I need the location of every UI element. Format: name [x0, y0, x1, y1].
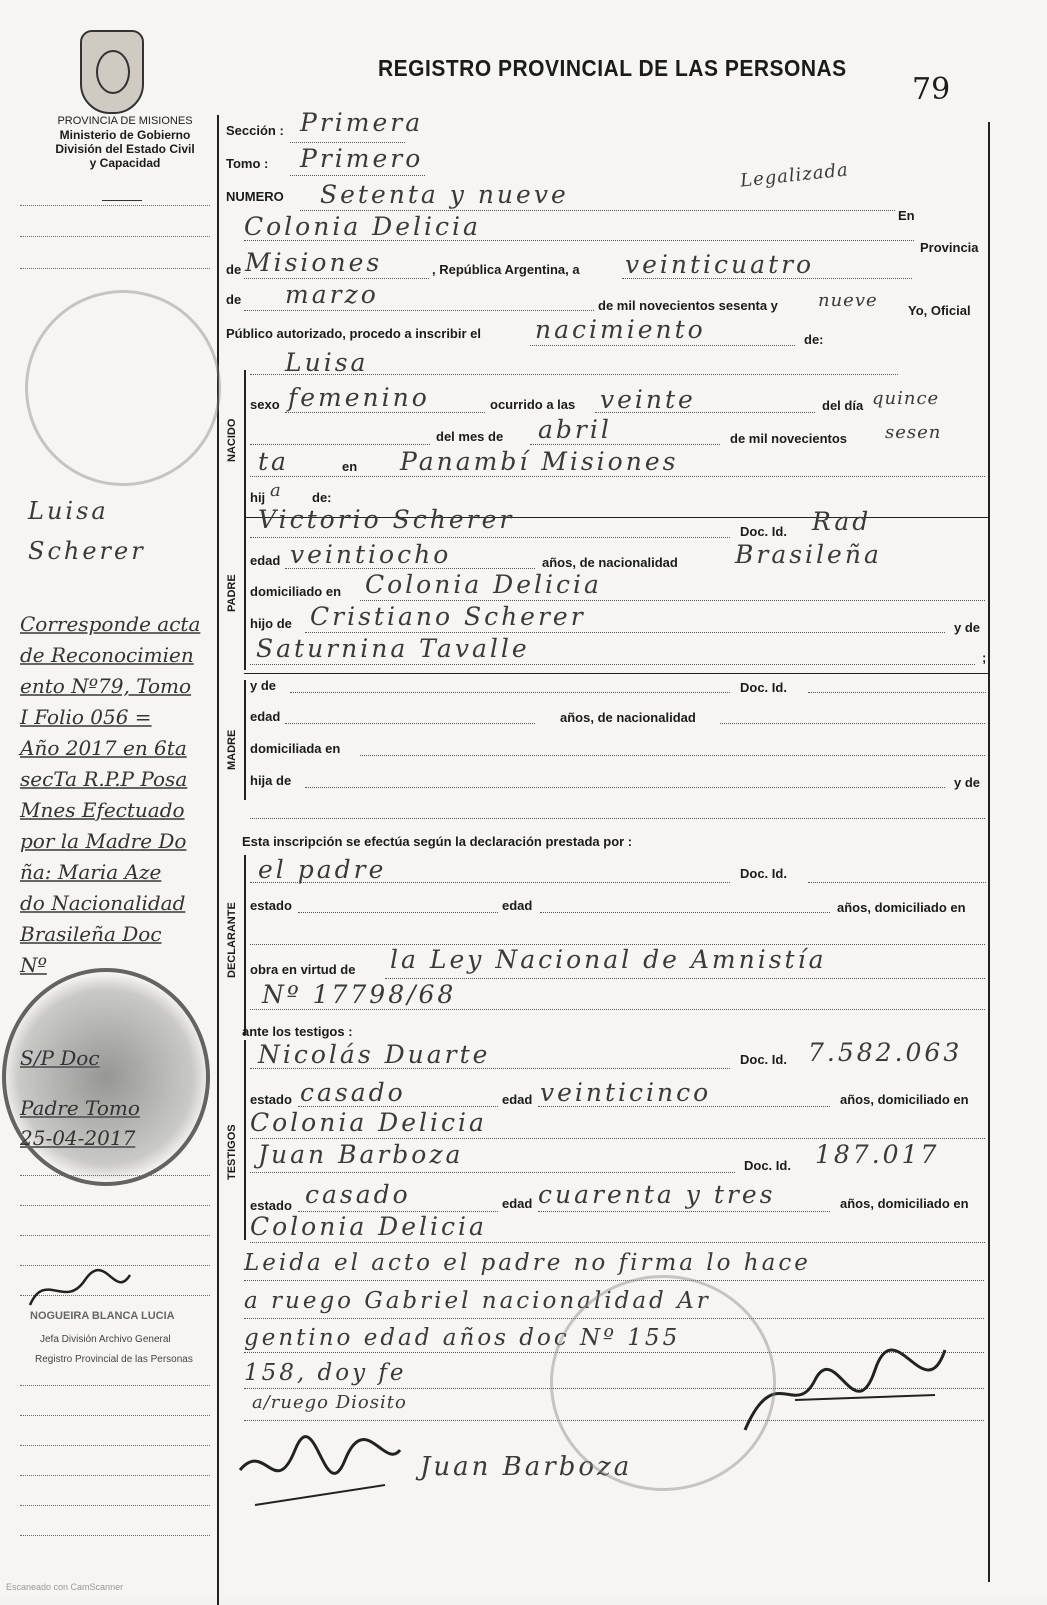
testigo1-edad: veinticinco: [540, 1078, 712, 1107]
testigo2-dom-label: años, domiciliado en: [840, 1196, 969, 1211]
madre-docid-line: [808, 692, 986, 693]
madre-extra-line: [250, 818, 985, 819]
sexo-line: [285, 412, 485, 413]
testigo2-docid: 187.017: [815, 1140, 940, 1169]
margin-name-1: Luisa: [28, 497, 109, 525]
mes-line: [244, 310, 594, 311]
margin-note-line: Nº: [20, 953, 47, 977]
section-label-padre: PADRE: [226, 574, 238, 612]
padre-edad-label: edad: [250, 553, 281, 568]
margin-note-line: 25-04-2017: [20, 1126, 136, 1150]
margin-note-line: I Folio 056 =: [20, 705, 152, 729]
testigo2-docid-label: Doc. Id.: [744, 1158, 791, 1173]
declarante-nombre-line: [250, 882, 730, 883]
margin-note-line: ña: Maria Aze: [20, 860, 162, 884]
testigo1-docid-label: Doc. Id.: [740, 1052, 787, 1067]
padre-hijode-line: [305, 632, 945, 633]
declarante-edad-label: edad: [502, 898, 533, 913]
padre-yde-label: y de: [954, 620, 981, 635]
madre-yde-label: y de: [250, 678, 277, 693]
provincia-value: Misiones: [245, 248, 383, 277]
registro-stamp-bottom: [550, 1275, 776, 1491]
deldia-label: del día: [822, 398, 864, 413]
mes-nacimiento: abril: [538, 415, 612, 444]
margin-note-line: secTa R.P.P Posa: [20, 767, 188, 791]
margin-rule: [20, 1445, 210, 1446]
padre-nombre: Victorio Scherer: [258, 505, 515, 534]
padre-nombre-line: [250, 537, 730, 538]
delmes-prefix-line: [250, 444, 430, 445]
lugar-value: Colonia Delicia: [244, 212, 481, 241]
a-ruego-signature: [235, 1430, 405, 1520]
testigos-intro: ante los testigos :: [242, 1024, 353, 1039]
padre-dom-line: [360, 600, 985, 601]
numero-label: NUMERO: [226, 189, 284, 204]
dia-line: [622, 278, 912, 279]
numero-value: Setenta y nueve: [320, 180, 569, 209]
testigo1-nombre-line: [250, 1068, 730, 1069]
margin-rule: [20, 1505, 210, 1506]
testigo2-edad-label: edad: [502, 1196, 533, 1211]
margin-note-line: de Reconocimien: [20, 643, 194, 667]
mes-nacimiento-line: [530, 444, 720, 445]
sexo-label: sexo: [250, 397, 280, 412]
lugar-nacimiento: Panambí Misiones: [400, 447, 679, 476]
declarante-dom-label: años, domiciliado en: [837, 900, 966, 915]
section-line-declarante: [244, 855, 246, 1035]
margin-signature-name: NOGUEIRA BLANCA LUCIA: [30, 1310, 175, 1322]
sexo-value: femenino: [288, 383, 430, 412]
testigo1-docid: 7.582.063: [808, 1038, 963, 1067]
testigo2-edad: cuarenta y tres: [538, 1180, 776, 1209]
margin-rule: [20, 1385, 210, 1386]
margin-note-line: Brasileña Doc: [20, 922, 162, 946]
padre-madre-line: [250, 664, 975, 665]
testigo1-estado-line: [298, 1106, 498, 1107]
oficial-label: Yo, Oficial: [908, 303, 971, 318]
madre-hija-label: hija de: [250, 773, 292, 788]
section-line-nacido-padre: [244, 370, 246, 670]
testigo1-nombre: Nicolás Duarte: [258, 1040, 491, 1069]
margin-signature-title-1: Jefa División Archivo General: [40, 1334, 171, 1345]
declarante-intro: Esta inscripción se efectúa según la declaración prestada por :: [242, 834, 633, 849]
margin-rule: [20, 1205, 210, 1206]
document-title: REGISTRO PROVINCIAL DE LAS PERSONAS: [378, 56, 847, 82]
margin-note-line: Corresponde acta: [20, 612, 201, 636]
margin-name-2: Scherer: [28, 537, 146, 565]
en-label: En: [898, 208, 915, 223]
margin-note-line: Año 2017 en 6ta: [20, 736, 187, 760]
obra-line: [385, 978, 985, 979]
padre-dom-label: domiciliado en: [250, 584, 342, 599]
mil-label: de mil novecientos sesenta y: [598, 298, 778, 313]
ministry-name: Ministerio de Gobierno: [59, 128, 191, 142]
margin-note-line: ento Nº79, Tomo: [20, 674, 192, 698]
hij-de-label: de:: [312, 490, 332, 505]
margin-rule: [20, 236, 210, 237]
section-label-madre: MADRE: [226, 729, 238, 770]
padre-semicolon: ;: [982, 650, 987, 665]
obra-value: la Ley Nacional de Amnistía: [390, 945, 827, 974]
province-name: PROVINCIA DE MISIONES: [57, 115, 193, 127]
official-dark-stamp: [2, 968, 210, 1186]
madre-nac-label: años, de nacionalidad: [560, 710, 696, 725]
testigo2-dom-line: [250, 1242, 985, 1243]
tomo-line: [290, 175, 425, 176]
dia-value: veinticuatro: [625, 250, 815, 279]
testigo1-estado: casado: [300, 1078, 406, 1107]
milnov-label: de mil novecientos: [730, 431, 848, 446]
ley-value: Nº 17798/68: [262, 980, 457, 1009]
testigo2-estado-label: estado: [250, 1198, 292, 1213]
de-label: de: [226, 262, 242, 277]
padre-nac-value: Brasileña: [735, 540, 882, 569]
left-frame-line: [217, 115, 219, 1605]
margin-note-line: Padre Tomo: [20, 1096, 140, 1120]
scanner-footer: Escaneado con CamScanner: [6, 1582, 124, 1592]
tomo-value: Primero: [300, 144, 424, 173]
nacido-nombre-line: [250, 374, 898, 375]
testigo1-edad-line: [538, 1106, 830, 1107]
madre-nac-line: [720, 723, 985, 724]
numero-line: [300, 210, 895, 211]
section-label-nacido: NACIDO: [226, 418, 238, 462]
ley-line: [250, 1009, 985, 1010]
section-line-madre: [244, 680, 246, 800]
padre-madre-value: Saturnina Tavalle: [256, 634, 530, 663]
margin-note-line: S/P Doc: [20, 1046, 100, 1070]
province-block: [20, 114, 230, 170]
padre-hijode-label: hijo de: [250, 616, 292, 631]
section-line-testigos: [244, 1040, 246, 1240]
page-number: 79: [912, 72, 951, 107]
mes-value: marzo: [285, 280, 379, 309]
closing-line-3: gentino edad años doc Nº 155: [244, 1325, 681, 1351]
testigo2-nombre-line: [250, 1172, 735, 1173]
padre-madre-separator: [244, 673, 988, 674]
testigo2-estado: casado: [305, 1180, 411, 1209]
seccion-value: Primera: [300, 108, 424, 137]
lugar-line: [244, 240, 914, 241]
divider: [102, 200, 142, 201]
padre-docid-label: Doc. Id.: [740, 524, 787, 539]
anio-value: nueve: [818, 290, 878, 311]
testigo2-edad-line: [538, 1211, 830, 1212]
margin-note-line: do Nacionalidad: [20, 891, 186, 915]
margin-rule: [20, 1415, 210, 1416]
madre-edad-label: edad: [250, 709, 281, 724]
declarante-estado-label: estado: [250, 898, 292, 913]
margin-rule: [20, 1535, 210, 1536]
madre-docid-label: Doc. Id.: [740, 680, 787, 695]
hora-value: veinte: [600, 385, 696, 414]
margin-rule: [20, 1175, 210, 1176]
acto-line: [530, 345, 795, 346]
margin-rule: [20, 1235, 210, 1236]
margin-signature-title-2: Registro Provincial de las Personas: [35, 1354, 193, 1365]
section-label-testigos: TESTIGOS: [226, 1124, 238, 1180]
testigo2-nombre: Juan Barboza: [258, 1140, 464, 1169]
testigo1-estado-label: estado: [250, 1092, 292, 1107]
tomo-label: Tomo :: [226, 156, 269, 171]
closing-rule-1: [244, 1280, 984, 1281]
madre-yde2-label: y de: [954, 775, 981, 790]
padre-dom-value: Colonia Delicia: [365, 570, 602, 599]
nacido-nombre: Luisa: [285, 348, 369, 377]
section-label-declarante: DECLARANTE: [226, 902, 238, 978]
padre-nac-label: años, de nacionalidad: [542, 555, 678, 570]
provincia-line: [244, 278, 429, 279]
closing-line-4: 158, doy fe: [244, 1360, 407, 1386]
hora-line: [595, 412, 815, 413]
delmes-label: del mes de: [436, 429, 504, 444]
seccion-line: [290, 142, 405, 143]
ocurrido-label: ocurrido a las: [490, 397, 576, 412]
testigo1-dom-line: [250, 1138, 985, 1139]
declarante-estado-line: [298, 912, 498, 913]
legalizada-mark: Legalizada: [739, 159, 850, 192]
madre-dom-line: [360, 755, 985, 756]
coat-of-arms-logo: [80, 30, 144, 114]
capacidad-name: y Capacidad: [89, 156, 161, 170]
en-nacimiento-label: en: [342, 459, 358, 474]
registro-stamp-top: [25, 290, 221, 486]
hij-label: hij: [250, 490, 266, 505]
padre-edad-value: veintiocho: [290, 540, 452, 569]
testigo1-dom: Colonia Delicia: [250, 1108, 487, 1137]
margin-rule: [20, 1475, 210, 1476]
republica-label: , República Argentina, a: [432, 262, 580, 277]
acto-value: nacimiento: [535, 315, 706, 344]
declarante-docid-label: Doc. Id.: [740, 866, 787, 881]
margin-rule: [20, 268, 210, 269]
testigo1-edad-label: edad: [502, 1092, 533, 1107]
madre-dom-label: domiciliada en: [250, 741, 341, 756]
right-frame-line: [988, 122, 990, 1582]
closing-line-1: Leida el acto el padre no firma lo hace: [244, 1250, 811, 1276]
padre-hijode-value: Cristiano Scherer: [310, 602, 586, 631]
margin-note-line: Mnes Efectuado: [20, 798, 185, 822]
lugar-nacimiento-line: [250, 476, 985, 477]
declarante-nombre: el padre: [258, 855, 387, 884]
de3-label: de:: [804, 332, 824, 347]
declarante-edad-line: [540, 912, 830, 913]
anio-nacimiento: sesen: [885, 422, 942, 443]
padre-edad-line: [285, 568, 535, 569]
de2-label: de: [226, 292, 242, 307]
division-name: División del Estado Civil: [55, 142, 195, 156]
margin-note-line: por la Madre Do: [20, 829, 187, 853]
seccion-label: Sección :: [226, 123, 284, 138]
dia-nacimiento: quince: [872, 388, 940, 409]
hij-value: a: [270, 480, 282, 501]
padre-docid-value: Rad: [812, 507, 872, 536]
obra-label: obra en virtud de: [250, 962, 356, 977]
declarante-docid-line: [808, 882, 986, 883]
provincia-label: Provincia: [920, 240, 979, 255]
closing-line-2: a ruego Gabriel nacionalidad Ar: [244, 1288, 711, 1314]
madre-edad-line: [285, 723, 535, 724]
madre-hija-line: [305, 787, 945, 788]
publico-label: Público autorizado, procedo a inscribir el: [226, 326, 481, 341]
madre-nombre-line: [290, 692, 730, 693]
margin-rule: [20, 205, 210, 206]
anio-nacimiento-cont: ta: [258, 447, 289, 476]
testigo1-dom-label: años, domiciliado en: [840, 1092, 969, 1107]
witness-signature: Juan Barboza: [420, 1452, 633, 1482]
testigo2-dom: Colonia Delicia: [250, 1212, 487, 1241]
closing-line-5: a/ruego Diosito: [252, 1392, 407, 1413]
